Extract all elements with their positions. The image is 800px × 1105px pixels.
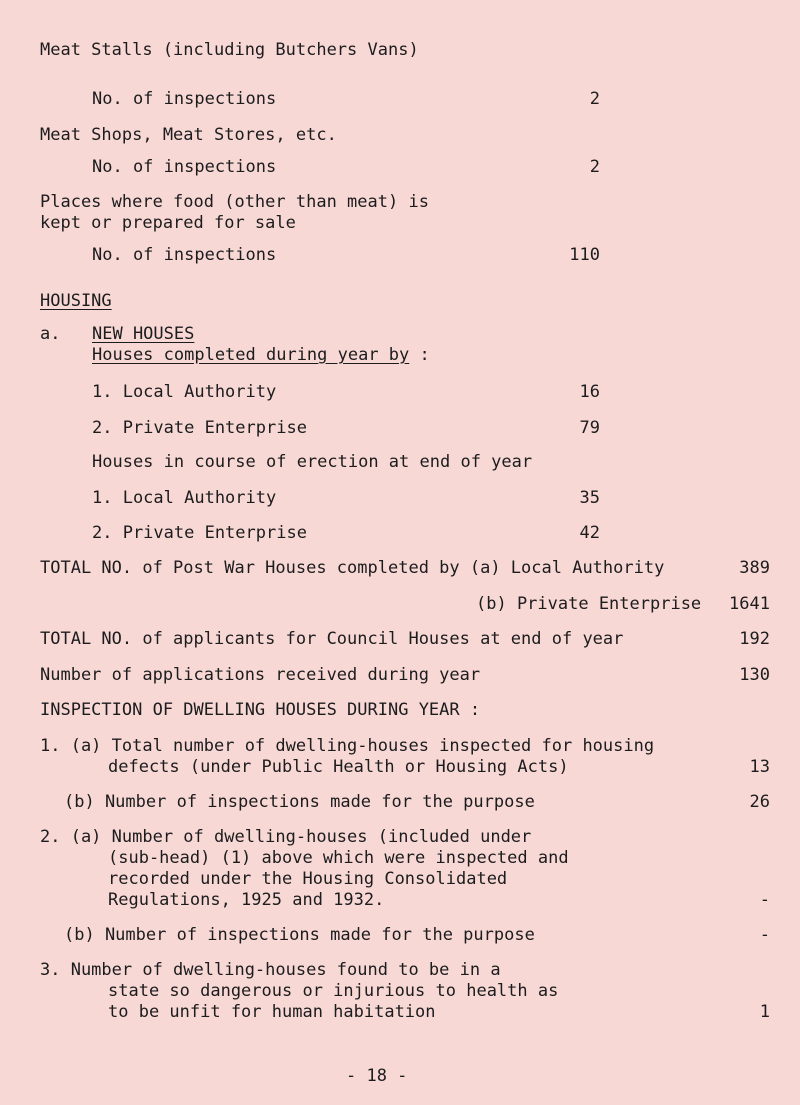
erection-private-enterprise-label: 2. Private Enterprise	[92, 523, 307, 543]
completed-local-authority-label: 1. Local Authority	[92, 382, 277, 402]
item1b-value: 26	[749, 792, 770, 812]
item2a-line4: Regulations, 1925 and 1932.	[108, 890, 385, 910]
erection-heading: Houses in course of erection at end of year	[92, 452, 533, 472]
completed-private-enterprise-label: 2. Private Enterprise	[92, 418, 307, 438]
applicants-total-label: TOTAL NO. of applicants for Council Houses at end of year	[40, 629, 624, 649]
food-places-inspections-value: 110	[569, 245, 600, 265]
applications-received-label: Number of applications received during year	[40, 665, 481, 685]
housing-heading: HOUSING	[40, 291, 112, 311]
item2a-line3: recorded under the Housing Consolidated	[108, 869, 508, 889]
item1a-line1: 1. (a) Total number of dwelling-houses inspected for housing	[40, 736, 655, 756]
post-war-private-enterprise-label: (b) Private Enterprise	[476, 594, 702, 614]
houses-completed-heading: Houses completed during year by :	[92, 345, 430, 365]
item2a-value: -	[759, 890, 770, 910]
meat-shops-inspections-value: 2	[589, 157, 600, 177]
post-war-private-enterprise-value: 1641	[729, 594, 770, 614]
page-number: - 18 -	[346, 1066, 408, 1086]
food-places-heading-line2: kept or prepared for sale	[40, 213, 296, 233]
item1a-line2: defects (under Public Health or Housing Acts)	[108, 757, 569, 777]
new-houses-heading: NEW HOUSES	[92, 324, 195, 344]
meat-stalls-inspections-label: No. of inspections	[92, 89, 277, 109]
food-places-inspections-label: No. of inspections	[92, 245, 277, 265]
item2a-line1: 2. (a) Number of dwelling-houses (included under	[40, 827, 532, 847]
item3-line3: to be unfit for human habitation	[108, 1002, 436, 1022]
meat-shops-heading: Meat Shops, Meat Stores, etc.	[40, 125, 337, 145]
inspection-heading: INSPECTION OF DWELLING HOUSES DURING YEAR :	[40, 700, 481, 720]
erection-local-authority-value: 35	[579, 488, 600, 508]
new-houses-marker: a.	[40, 324, 61, 344]
item2b-value: -	[759, 925, 770, 945]
houses-completed-heading-text: Houses completed during year by	[92, 345, 410, 365]
meat-stalls-inspections-value: 2	[589, 89, 600, 109]
applications-received-value: 130	[739, 665, 770, 685]
food-places-heading-line1: Places where food (other than meat) is	[40, 192, 429, 212]
erection-private-enterprise-value: 42	[579, 523, 600, 543]
completed-private-enterprise-value: 79	[579, 418, 600, 438]
meat-shops-inspections-label: No. of inspections	[92, 157, 277, 177]
applicants-total-value: 192	[739, 629, 770, 649]
item3-value: 1	[759, 1002, 770, 1022]
item3-line1: 3. Number of dwelling-houses found to be in a	[40, 960, 501, 980]
meat-stalls-heading: Meat Stalls (including Butchers Vans)	[40, 40, 419, 60]
completed-local-authority-value: 16	[579, 382, 600, 402]
item3-line2: state so dangerous or injurious to health as	[108, 981, 559, 1001]
item2a-line2: (sub-head) (1) above which were inspected and	[108, 848, 569, 868]
erection-local-authority-label: 1. Local Authority	[92, 488, 277, 508]
item1b-label: (b) Number of inspections made for the purpose	[64, 792, 535, 812]
post-war-local-authority-value: 389	[739, 558, 770, 578]
item2b-label: (b) Number of inspections made for the purpose	[64, 925, 535, 945]
item1a-value: 13	[749, 757, 770, 777]
post-war-total-label: TOTAL NO. of Post War Houses completed by (a) Local Authority	[40, 558, 665, 578]
